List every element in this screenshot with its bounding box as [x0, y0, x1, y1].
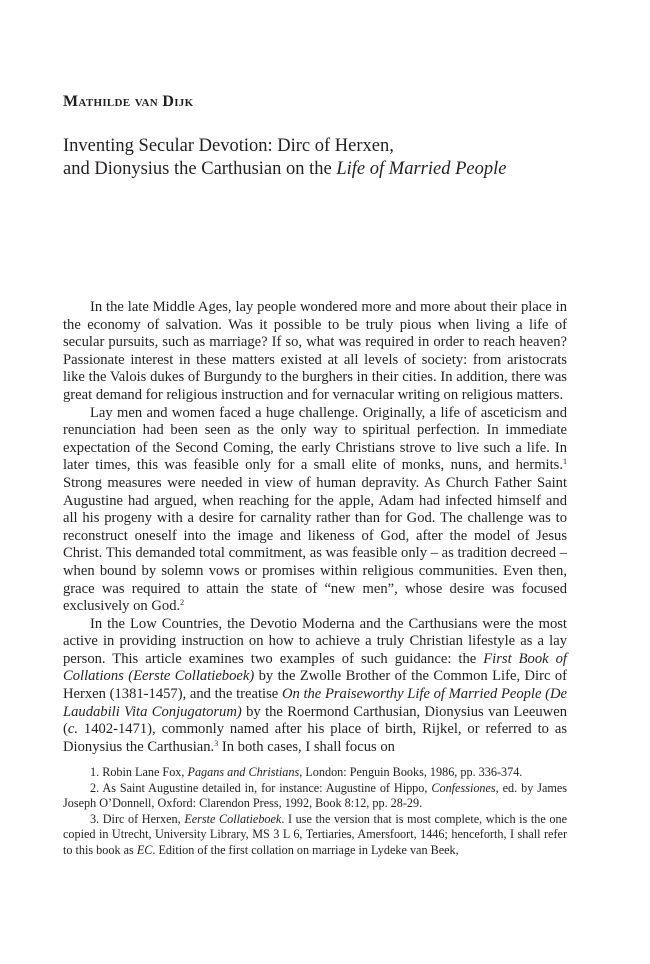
paragraph-3-text-a: In the Low Countries, the Devotio Moderna and the Carthusians were the most active in providing instruction on how to achieve a truly Christian lifestyle as a lay person. This article examines two examples of such guidance: the	[63, 615, 567, 667]
footnotes	[63, 765, 567, 858]
footnote-3-text-b: . I use the version that is most complete, which is the one copied in Utrecht, University Library, MS 3 L 6, Tertiaries, Amersfoort, 1446; henceforth, I shall refer to this book as	[63, 811, 567, 857]
author-name: Mathilde van Dijk	[63, 93, 194, 110]
paragraph-3-text-b: by the Zwolle Brother of the Common Life, Dirc of Herxen (1381-1457), and the treatise	[63, 668, 567, 703]
paragraph-3-italic-1: First Book of Collations (Eerste Collatieboek)	[63, 650, 567, 685]
footnote-2	[63, 781, 567, 812]
footnote-3-text-c: . Edition of the first collation on marriage in Lydeke van Beek,	[152, 842, 459, 857]
paragraph-3-text-e: In both cases, I shall focus on	[218, 738, 395, 755]
footnote-ref-3[interactable]: 3	[214, 738, 219, 748]
footnote-1-italic: Pagans and Christians	[187, 765, 300, 779]
footnote-1-text-a: 1. Robin Lane Fox,	[90, 765, 188, 779]
footnote-3	[63, 812, 567, 859]
footnote-3-text-a: 3. Dirc of Herxen,	[90, 811, 185, 826]
paragraph-2-text-b: Strong measures were needed in view of human depravity. As Church Father Saint Augustine had argued, when reaching for the apple, Adam had infected himself and all his progeny with a desire for carnality rather than for God. The challenge was to reconstruct oneself into the image and likeness of God, after the model of Jesus Christ. This demanded total commitment, as was feasible only – as tradition decreed – when bound by solemn vows or promises within religious communities. Even then, grace was required to attain the state of “new men”, whose desire was focused exclusively on God.	[63, 474, 567, 615]
paragraph-3-text-c: by the Roermond Carthusian, Dionysius van Leeuwen (	[63, 703, 567, 738]
paragraph-2-text-a: Lay men and women faced a huge challenge. Originally, a life of asceticism and renunciation had been seen as the only way to spiritual perfection. In immediate expectation of the Second Coming, the early Christians strove to live such a life. In later times, this was feasible only for a small elite of monks, nuns, and hermits.	[63, 404, 567, 474]
title-line-2-text: and Dionysius the Carthusian on the	[63, 159, 337, 179]
footnote-1	[63, 765, 567, 781]
footnote-ref-2[interactable]: 2	[180, 598, 185, 608]
title-line-2	[63, 158, 603, 181]
paragraph-3-italic-3: c.	[67, 721, 79, 738]
footnote-3-italic: Eerste Collatieboek	[184, 811, 282, 826]
footnote-ref-1[interactable]: 1	[563, 457, 567, 467]
paragraph-3-italic-2: On the Praiseworthy Life of Married People (De Laudabili Vita Conjugatorum)	[63, 686, 568, 720]
paragraph-3-text-d: 1402-1471), commonly named after his place of birth, Rijkel, or referred to as Dionysius the Carthusian.	[63, 721, 567, 755]
paragraph-2	[63, 405, 567, 616]
paragraph-1: In the late Middle Ages, lay people wondered more and more about their place in the economy of salvation. Was it possible to be truly pious when living a life of secular pursuits, such as marriage? If so, what was required in order to reach heaven? Passionate interest in these matters existed at all levels of society: from aristocrats like the Valois dukes of Burgundy to the burghers in their cities. In addition, there was great demand for religious instruction and for vernacular writing on religious matters.	[63, 299, 567, 403]
article-body	[63, 299, 567, 756]
footnote-2-text-a: 2. As Saint Augustine detailed in, for instance: Augustine of Hippo,	[90, 780, 432, 795]
article-title	[63, 135, 603, 181]
title-line-2-italic: Life of Married People	[336, 159, 507, 179]
footnote-3-italic-2: EC	[136, 842, 153, 857]
title-line-1: Inventing Secular Devotion: Dirc of Herxen,	[63, 136, 394, 156]
footnote-2-text-b: , ed. by James Joseph O’Donnell, Oxford: Clarendon Press, 1992, Book 8:12, pp. 28-29.	[63, 780, 567, 810]
footnote-1-text-b: , London: Penguin Books, 1986, pp. 336-374.	[299, 765, 523, 779]
paragraph-3	[63, 616, 567, 757]
footnote-2-italic: Confessiones	[431, 780, 496, 795]
